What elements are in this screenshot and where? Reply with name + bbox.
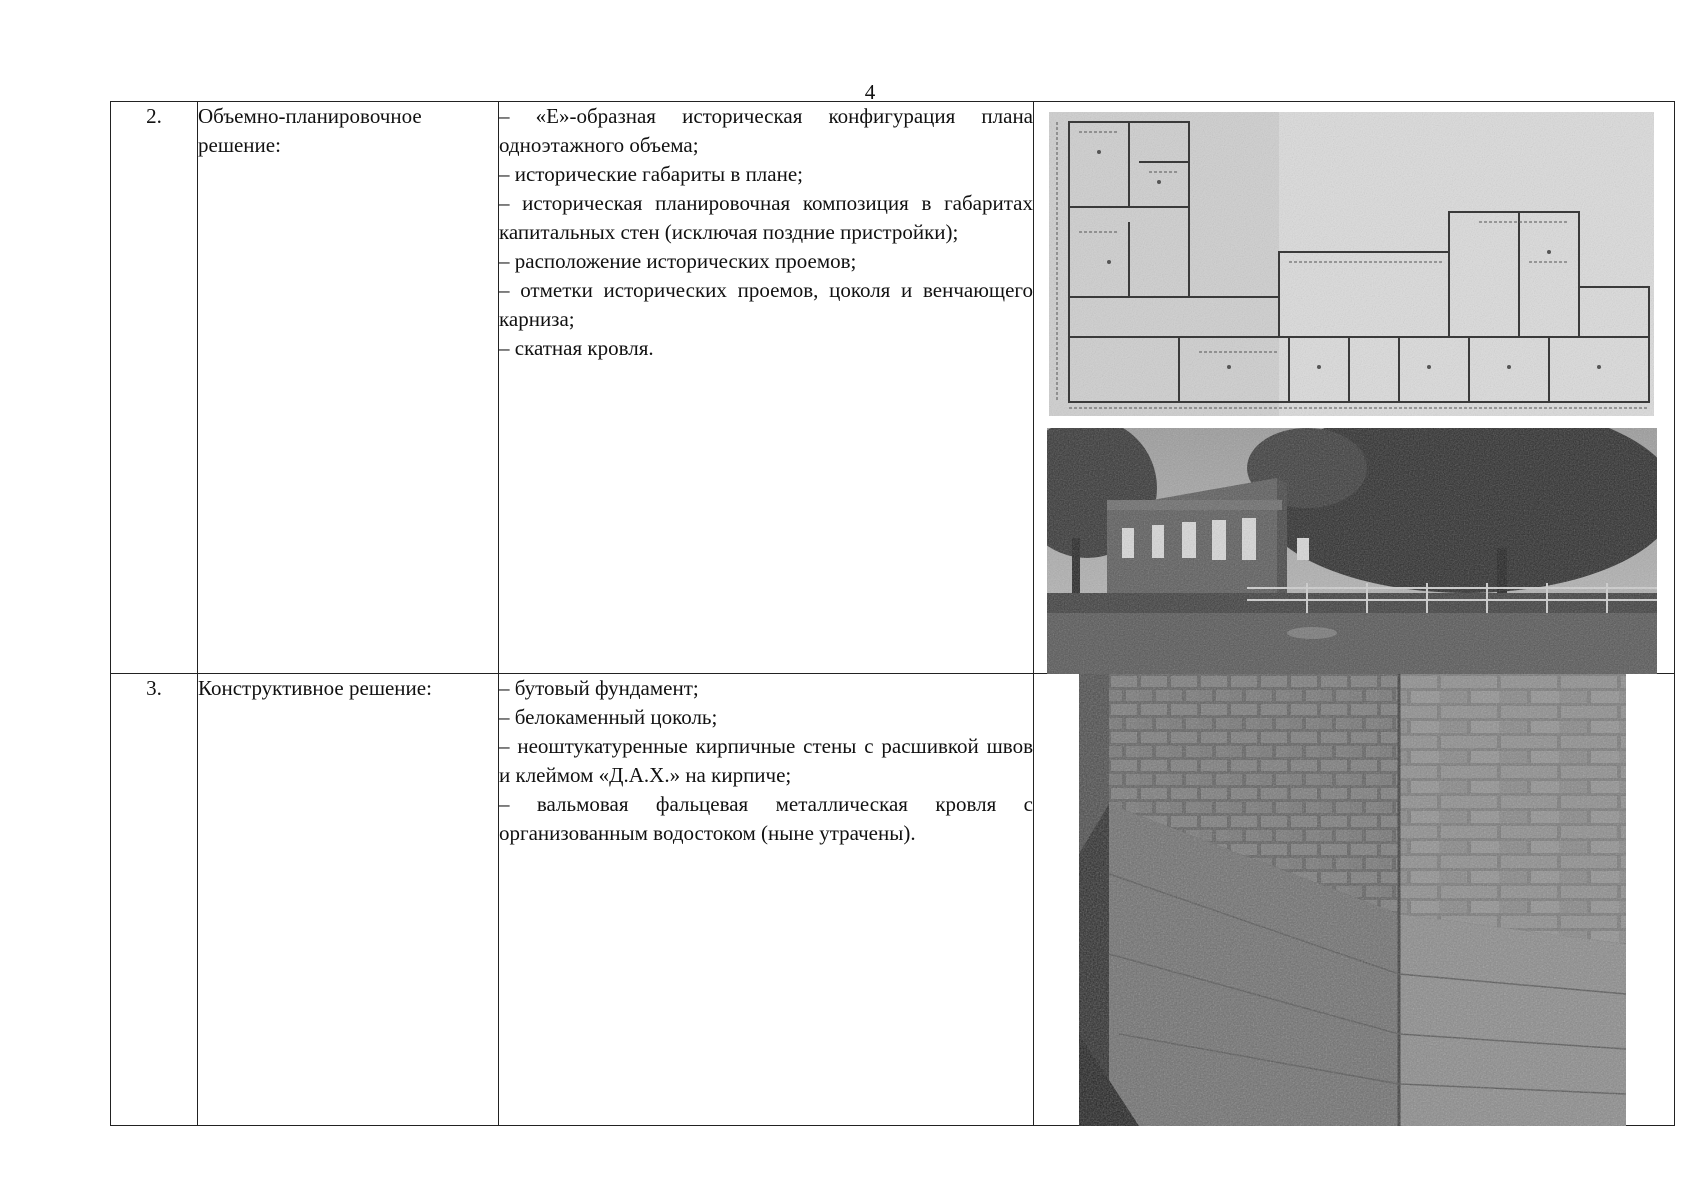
list-item: – белокаменный цоколь; [499, 705, 718, 729]
list-item: – расположение исторических проемов; [499, 249, 857, 273]
row-title: Конструктивное решение: [198, 674, 499, 1126]
list-item: – скатная кровля. [499, 336, 654, 360]
row-number: 3. [111, 674, 198, 1126]
floor-plan-drawing [1049, 112, 1654, 416]
floor-plan-image [1049, 112, 1654, 416]
row-description [499, 102, 1034, 674]
list-item: – бутовый фундамент; [499, 676, 699, 700]
heritage-features-table [110, 101, 1675, 1126]
row-description [499, 674, 1034, 1126]
table-row [111, 102, 1675, 674]
list-item: – вальмовая фальцевая металлическая кровля с организованным водостоком (ныне утрачены). [499, 792, 1033, 845]
list-item: – исторические габариты в плане; [499, 162, 803, 186]
brick-wall-corner-photo [1079, 674, 1626, 1126]
list-item: – отметки исторических проемов, цоколя и венчающего карниза; [499, 278, 1033, 331]
brick-wall-photo [1079, 674, 1626, 1126]
row-number: 2. [111, 102, 198, 674]
building-facade-photo [1047, 428, 1657, 674]
page-number: 4 [864, 80, 876, 104]
row-images [1034, 674, 1675, 1126]
list-item: – историческая планировочная композиция в габаритах капитальных стен (исключая поздние пристройки); [499, 191, 1033, 244]
row-title: Объемно-планировочное решение: [198, 102, 499, 674]
row-images [1034, 102, 1675, 674]
table-row [111, 674, 1675, 1126]
facade-photo [1047, 428, 1657, 674]
list-item: – «Е»-образная историческая конфигурация плана одноэтажного объема; [499, 104, 1033, 157]
list-item: – неоштукатуренные кирпичные стены с расшивкой швов и клеймом «Д.А.Х.» на кирпиче; [499, 734, 1033, 787]
